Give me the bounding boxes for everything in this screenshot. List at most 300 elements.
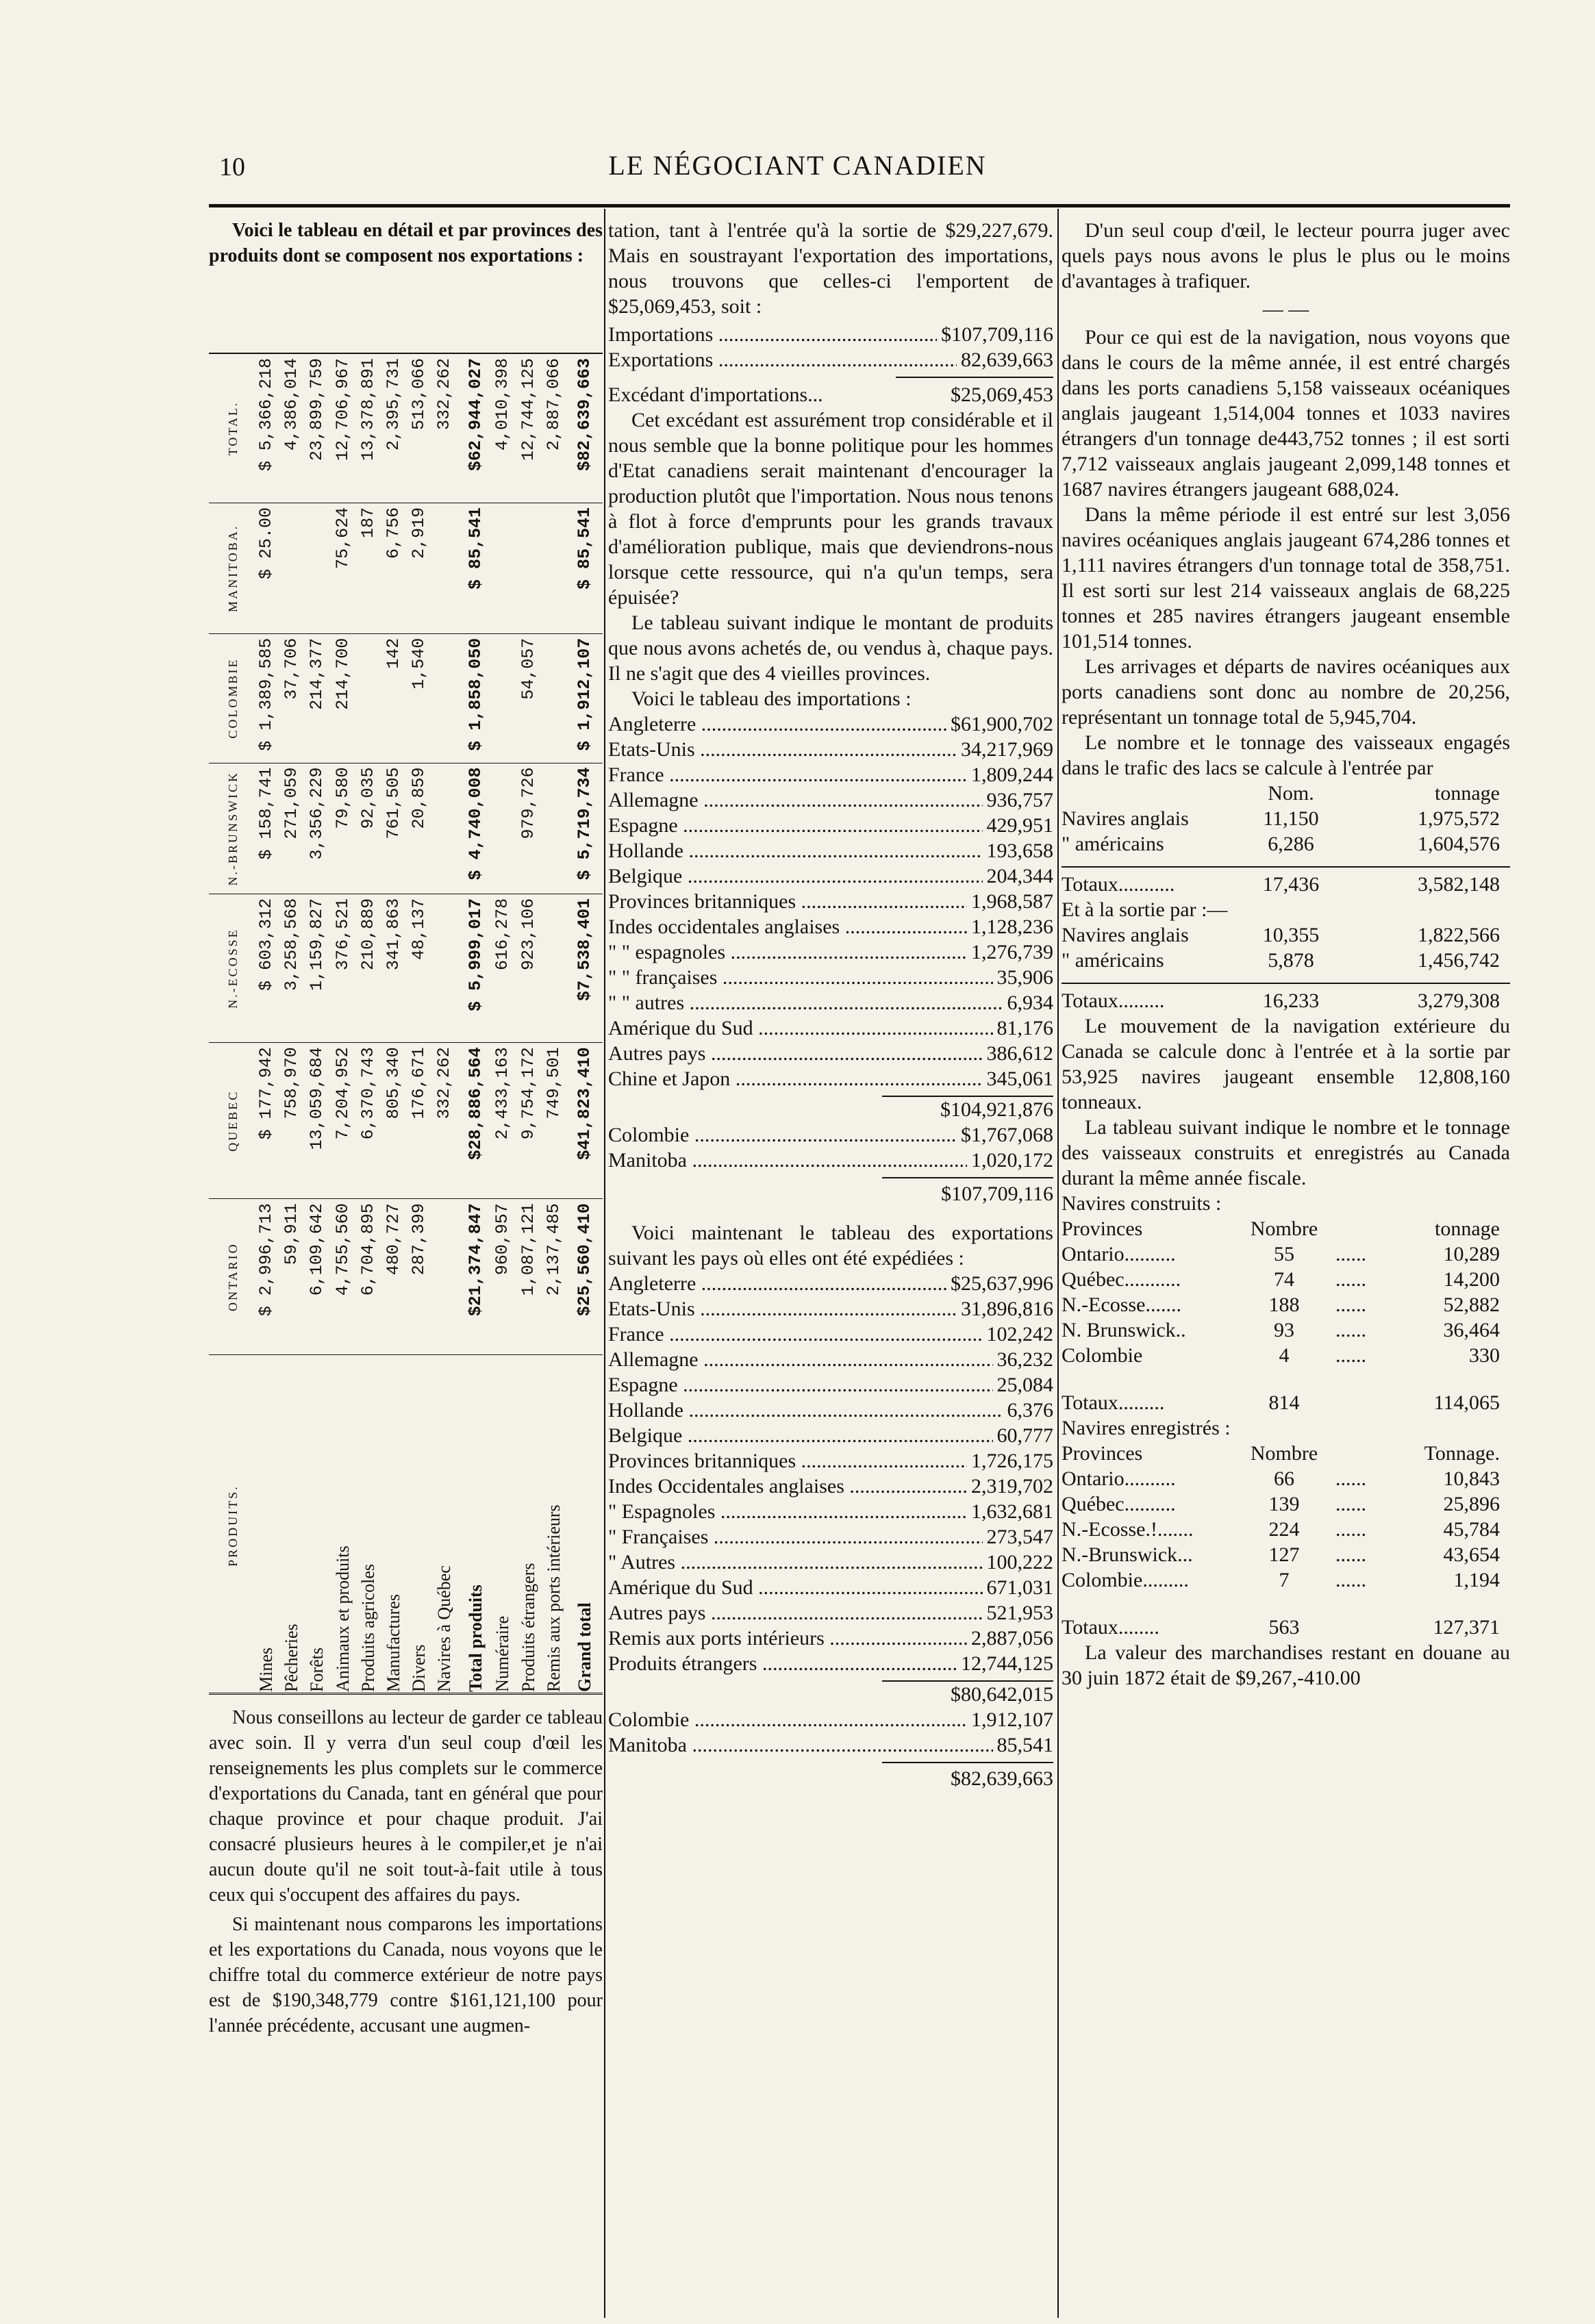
row-value: 1,128,236 <box>971 915 1053 938</box>
row-label: Chine et Japon ..... <box>608 1066 983 1091</box>
grid-cell: 1,194 <box>1453 1569 1500 1591</box>
grid-cell: 188 <box>1268 1293 1300 1316</box>
list-row <box>608 1423 1053 1448</box>
table-row <box>359 354 384 1696</box>
grid-cell: ...... <box>1335 1467 1366 1490</box>
page-number: 10 <box>219 153 245 181</box>
value-cell: $ 1,912,107 <box>570 633 603 763</box>
row-label: " " espagnoles ..... <box>608 939 967 965</box>
row-value: 82,639,663 <box>961 349 1053 371</box>
value-cell: 2,433,163 <box>493 1043 518 1199</box>
list-row <box>608 1271 1053 1296</box>
value-cell: 923,106 <box>519 894 544 1042</box>
grid-cell: ...... <box>1335 1518 1366 1541</box>
value-cell <box>435 894 460 1042</box>
grid-cell: ...... <box>1335 1268 1366 1291</box>
grid-cell: 93 <box>1274 1319 1294 1341</box>
row-label: Produits étrangers <box>518 1563 538 1692</box>
grid-cell: 10,843 <box>1443 1467 1500 1490</box>
row-label: " " françaises ..... <box>608 965 993 990</box>
value-cell <box>544 894 570 1042</box>
paragraph: Les arrivages et départs de navires océaniques aux ports canadiens sont donc au nombre de 20,256, représentant un tonnage total de 5,945,704. <box>1062 655 1510 729</box>
value-cell <box>519 503 544 633</box>
list-row <box>608 1474 1053 1499</box>
value-cell <box>282 503 307 633</box>
grid-header: tonnage <box>1435 1217 1500 1240</box>
grid-cell: Totaux........ <box>1062 1616 1159 1639</box>
row-label: Amérique du Sud ..... <box>608 1575 983 1600</box>
page-title: LE NÉGOCIANT CANADIEN <box>608 150 987 181</box>
grid-cell: 16,233 <box>1262 989 1320 1012</box>
grid-cell: Colombie <box>1062 1344 1143 1367</box>
grid-cell: 127 <box>1268 1543 1300 1566</box>
value-cell <box>435 1199 460 1355</box>
grid-cell: ...... <box>1335 1493 1366 1515</box>
list-row <box>608 1347 1053 1372</box>
row-label: Total produits <box>465 1584 486 1692</box>
row-value: $1,767,068 <box>961 1124 1053 1146</box>
value-cell: 480,727 <box>384 1199 410 1355</box>
row-value: 36,232 <box>996 1348 1053 1371</box>
grid-cell: 14,200 <box>1443 1268 1500 1291</box>
value-cell: 13,378,891 <box>359 354 384 503</box>
value-cell: 1,159,827 <box>307 894 333 1042</box>
grid-cell: 139 <box>1268 1493 1300 1515</box>
value-cell: $82,639,663 <box>570 354 603 503</box>
value-cell: $25,560,410 <box>570 1199 603 1355</box>
row-label: Espagne ..... <box>608 813 983 838</box>
value-cell <box>493 503 518 633</box>
row-label: Divers <box>409 1644 429 1692</box>
value-cell: 176,671 <box>410 1043 435 1199</box>
paragraph: D'un seul coup d'œil, le lecteur pourra juger avec quels pays nous avons le plus le plus ou le moins d'avantages à trafiquer. <box>1062 219 1510 292</box>
grid-cell: ...... <box>1335 1344 1366 1367</box>
grid-cell: 11,150 <box>1263 807 1319 830</box>
table-row <box>570 354 603 1696</box>
table-row <box>493 354 518 1696</box>
value-cell: 59,911 <box>282 1199 307 1355</box>
exports-list <box>608 1271 1053 1676</box>
value-cell: $ 25.00 <box>257 503 282 633</box>
grid-cell: 17,436 <box>1262 873 1320 896</box>
row-value: 25,084 <box>996 1374 1053 1396</box>
sum-rule <box>882 1762 1053 1763</box>
list-row <box>608 863 1053 889</box>
value-cell: 1,540 <box>410 633 435 763</box>
row-label: Colombie ..... <box>608 1707 967 1732</box>
value-cell: $ 1,858,050 <box>461 633 494 763</box>
value-cell: 23,899,759 <box>307 354 333 503</box>
ships-registered-total <box>1062 1611 1510 1640</box>
list-row <box>608 1372 1053 1398</box>
list-row <box>608 1041 1053 1066</box>
row-label: " Autres ..... <box>608 1550 983 1575</box>
value-cell: 79,580 <box>334 763 359 894</box>
list-row <box>608 1600 1053 1626</box>
row-value: 2,319,702 <box>971 1475 1053 1498</box>
value-cell: 20,859 <box>410 763 435 894</box>
value-cell: 376,521 <box>334 894 359 1042</box>
list-row <box>608 1015 1053 1041</box>
column-header: TOTAL. <box>209 354 257 503</box>
value-cell <box>544 763 570 894</box>
paragraph: Le mouvement de la navigation extérieure du Canada se calcule donc à l'entrée et à la sortie par 53,925 navires jaugeant ensemble 12,808,160 tonneaux. <box>1062 1015 1510 1113</box>
value-cell: 287,399 <box>410 1199 435 1355</box>
exports-extra-list <box>608 1707 1053 1758</box>
row-label: Autres pays ..... <box>608 1600 983 1626</box>
value-cell <box>359 633 384 763</box>
row-label: Hollande ..... <box>608 838 983 863</box>
column-header: MANITOBA. <box>209 503 257 633</box>
row-label: " Françaises ..... <box>608 1524 983 1550</box>
row-value: 936,757 <box>986 789 1053 811</box>
grid-cell: 330 <box>1469 1344 1500 1367</box>
row-value: 31,896,816 <box>961 1298 1053 1320</box>
row-label: Provinces britanniques ..... <box>608 889 967 914</box>
grid-cell: 5,878 <box>1268 949 1314 972</box>
value-cell: 761,505 <box>384 763 410 894</box>
row-label: Autres pays ..... <box>608 1041 983 1066</box>
row-value: 6,934 <box>1007 992 1053 1014</box>
value-cell <box>493 763 518 894</box>
list-row <box>608 1626 1053 1651</box>
grid-cell: 563 <box>1268 1616 1300 1639</box>
grid-header: Provinces <box>1062 1442 1143 1465</box>
column-header: N.-ECOSSE <box>209 894 257 1042</box>
row-value: 429,951 <box>986 814 1053 837</box>
row-value: 204,344 <box>986 865 1053 887</box>
row-label: Numéraire <box>492 1615 513 1692</box>
list-row <box>608 1122 1053 1148</box>
value-cell: 979,726 <box>519 763 544 894</box>
row-label: Angleterre ..... <box>608 1271 946 1296</box>
value-cell: 3,258,568 <box>282 894 307 1042</box>
grid-cell: Navires anglais <box>1062 807 1189 830</box>
value-cell: 616,278 <box>493 894 518 1042</box>
grid-cell: Navires anglais <box>1062 924 1189 946</box>
value-cell: 749,501 <box>544 1043 570 1199</box>
grid-header: Tonnage. <box>1424 1442 1500 1465</box>
value-cell: $ 5,366,218 <box>257 354 282 503</box>
grid-cell: Totaux........... <box>1062 873 1175 896</box>
row-label: Allemagne ..... <box>608 1347 993 1372</box>
grid-header: Provinces <box>1062 1217 1143 1240</box>
row-label: Indes Occidentales anglaises ..... <box>608 1474 967 1499</box>
row-label: Importations ..... <box>608 322 937 347</box>
value-cell: $ 85,541 <box>570 503 603 633</box>
value-cell: 4,010,398 <box>493 354 518 503</box>
value-cell <box>307 503 333 633</box>
value-cell: 6,704,895 <box>359 1199 384 1355</box>
grid-cell: 36,464 <box>1443 1319 1500 1341</box>
value-cell: 12,744,125 <box>519 354 544 503</box>
list-row <box>608 813 1053 838</box>
value-cell: 187 <box>359 503 384 633</box>
paragraph: Pour ce qui est de la navigation, nous voyons que dans le cours de la même année, il est entré chargés dans les ports canadiens 5,158 vaisseaux océaniques anglais jaugeant 1,514,004 tonnes et 1033 navires étrangers d'un tonnage de443,752 tonnes ; il est sorti 7,712 vaisseaux anglais jaugeant 2,099,148 tonnes et 1687 navires étrangers jaugeant 688,024. <box>1062 326 1510 501</box>
row-label: France ..... <box>608 762 967 787</box>
column-2 <box>608 218 1053 1791</box>
table-row <box>282 354 307 1696</box>
row-label: Belgique ..... <box>608 863 983 889</box>
grid-cell: N.-Ecosse.!....... <box>1062 1518 1194 1541</box>
row-label: " Espagnoles ..... <box>608 1499 967 1524</box>
row-value: 12,744,125 <box>961 1652 1053 1675</box>
row-value: 386,612 <box>986 1042 1053 1065</box>
ships-registered-table <box>1062 1441 1510 1593</box>
paragraph: Si maintenant nous comparons les importations et les exportations du Canada, nous voyons que le chiffre total du commerce extérieur de notre pays est de $190,348,779 contre $161,121,100 pour l'année précédente, accusant une augmen- <box>209 1914 603 2036</box>
list-row <box>608 1651 1053 1676</box>
grid-cell: 127,371 <box>1433 1616 1500 1639</box>
column-divider <box>604 209 605 2318</box>
row-value: 1,020,172 <box>971 1149 1053 1172</box>
row-label: Etats-Unis ..... <box>608 737 957 762</box>
grid-cell: 6,286 <box>1268 833 1314 855</box>
grid-cell: 114,065 <box>1433 1391 1500 1414</box>
grid-cell <box>1335 1615 1383 1640</box>
grid-cell: Ontario.......... <box>1062 1467 1176 1490</box>
column-header: QUEBEC <box>209 1043 257 1199</box>
grid-cell: 52,882 <box>1443 1293 1500 1316</box>
paragraph: La tableau suivant indique le nombre et le tonnage des vaisseaux construits et enregistrés au Canada durant la même année fiscale. <box>1062 1116 1510 1189</box>
list-row <box>608 914 1053 939</box>
table-row <box>435 354 460 1696</box>
row-label: Etats-Unis ..... <box>608 1296 957 1322</box>
grid-cell: 66 <box>1274 1467 1294 1490</box>
list-row <box>608 787 1053 813</box>
paragraph: Le nombre et le tonnage des vaisseaux engagés dans le trafic des lacs se calcule à l'entrée par <box>1062 731 1510 779</box>
value-cell: 12,706,967 <box>334 354 359 503</box>
grid-cell: 224 <box>1268 1518 1300 1541</box>
value-cell: 960,957 <box>493 1199 518 1355</box>
paragraph: tation, tant à l'entrée qu'à la sortie de $29,227,679. Mais en soustrayant l'exportation des importations, nous trouvons que celles-ci l'emportent de $25,069,453, soit : <box>608 219 1053 318</box>
list-row <box>608 1448 1053 1474</box>
grid-cell: ...... <box>1335 1319 1366 1341</box>
row-value: 35,906 <box>996 966 1053 989</box>
column-header: COLOMBIE <box>209 633 257 763</box>
row-label: Manitoba ..... <box>608 1148 967 1173</box>
grid-cell: Totaux......... <box>1062 989 1165 1012</box>
value-cell: 6,370,743 <box>359 1043 384 1199</box>
row-label: Remis aux ports intérieurs ..... <box>608 1626 967 1651</box>
value-cell: 6,756 <box>384 503 410 633</box>
row-value: 1,912,107 <box>971 1708 1053 1731</box>
list-row <box>608 1550 1053 1575</box>
grid-cell: 10,355 <box>1262 924 1320 946</box>
row-value: 345,061 <box>986 1068 1053 1090</box>
navigation-entry-total <box>1062 866 1510 897</box>
grid-cell: " américains <box>1062 949 1164 972</box>
column-3 <box>1062 218 1510 1691</box>
value-cell: 1,087,121 <box>519 1199 544 1355</box>
value-cell: 75,624 <box>334 503 359 633</box>
row-value: $107,709,116 <box>941 323 1053 346</box>
row-label: Pêcheries <box>281 1624 302 1692</box>
row-value: $61,900,702 <box>951 713 1053 735</box>
grid-cell <box>1335 1390 1383 1415</box>
list-row <box>608 1499 1053 1524</box>
list-row <box>608 1524 1053 1550</box>
grid-cell: 3,279,308 <box>1418 989 1500 1012</box>
value-cell: 3,356,229 <box>307 763 333 894</box>
grid-cell: Québec........... <box>1062 1268 1181 1291</box>
row-value: 102,242 <box>986 1323 1053 1346</box>
column-divider <box>1057 209 1059 2318</box>
imports-subtotal: $104,921,876 <box>940 1098 1053 1121</box>
grid-cell: N.-Ecosse....... <box>1062 1293 1181 1316</box>
header-rule <box>209 204 1510 207</box>
value-cell: 92,035 <box>359 763 384 894</box>
value-cell: $21,374,847 <box>461 1199 494 1355</box>
row-label: France ..... <box>608 1322 983 1347</box>
row-label: Amérique du Sud ..... <box>608 1015 993 1041</box>
list-row <box>608 1707 1053 1732</box>
registered-title: Navires enregistrés : <box>1062 1417 1231 1439</box>
table-row <box>461 354 494 1696</box>
table-row <box>384 354 410 1696</box>
ships-built-table <box>1062 1216 1510 1368</box>
value-cell: $ 5,719,734 <box>570 763 603 894</box>
navigation-headers <box>1062 781 1510 806</box>
grid-cell: ...... <box>1335 1543 1366 1566</box>
row-label: Provinces britanniques ..... <box>608 1448 967 1474</box>
imports-intro: Voici le tableau des importations : <box>631 687 912 710</box>
grid-cell: 814 <box>1268 1391 1300 1414</box>
list-row <box>608 965 1053 990</box>
value-cell: 2,919 <box>410 503 435 633</box>
grid-cell: 43,654 <box>1443 1543 1500 1566</box>
row-value: 193,658 <box>986 839 1053 862</box>
row-value: 60,777 <box>996 1424 1053 1447</box>
grid-cell: 7 <box>1279 1569 1290 1591</box>
row-value: 273,547 <box>986 1526 1053 1548</box>
value-cell: 13,059,684 <box>307 1043 333 1199</box>
value-cell: $ 2,996,713 <box>257 1199 282 1355</box>
row-label: Grand total <box>575 1602 595 1692</box>
row-value: 34,217,969 <box>961 738 1053 761</box>
value-cell: 513,066 <box>410 354 435 503</box>
sum-rule <box>896 377 1053 378</box>
table-row <box>257 354 282 1696</box>
value-cell <box>435 503 460 633</box>
column-header: ONTARIO <box>209 1199 257 1355</box>
row-label: Produits étrangers ..... <box>608 1651 957 1676</box>
value-cell <box>544 633 570 763</box>
value-cell: 214,700 <box>334 633 359 763</box>
exports-total: $82,639,663 <box>951 1767 1053 1790</box>
value-cell: 2,887,066 <box>544 354 570 503</box>
row-label: Animaux et produits <box>332 1545 353 1692</box>
list-row <box>608 737 1053 762</box>
value-cell: 332,262 <box>435 354 460 503</box>
row-label: Indes occidentales anglaises ..... <box>608 914 967 939</box>
paragraph: Nous conseillons au lecteur de garder ce tableau avec soin. Il y verra d'un seul coup d'œil les renseignements les plus complets sur le commerce d'exportations du Canada, tant en général que pour chaque province et pour chaque produit. J'ai consacré plusieurs heures à le compiler,et je n'ai aucun doute qu'il ne soit tout-à-fait utile à tous ceux qui s'occupent des affaires du pays. <box>209 1707 603 1906</box>
value-cell: 271,059 <box>282 763 307 894</box>
grid-cell: ...... <box>1335 1243 1366 1265</box>
list-row <box>608 1398 1053 1423</box>
row-value: 1,632,681 <box>971 1500 1053 1523</box>
row-label: Belgique ..... <box>608 1423 993 1448</box>
built-title: Navires construits : <box>1062 1192 1222 1215</box>
row-label: Manufactures <box>384 1594 404 1692</box>
list-row <box>608 322 1053 347</box>
grid-cell: N.-Brunswick... <box>1062 1543 1193 1566</box>
row-value: 1,968,587 <box>971 890 1053 913</box>
row-value: 1,809,244 <box>971 763 1053 786</box>
table-row <box>334 354 359 1696</box>
value-cell: $ 5,999,017 <box>461 894 494 1042</box>
row-label: Remis aux ports intérieurs <box>543 1504 564 1692</box>
value-cell: $41,823,410 <box>570 1043 603 1199</box>
value-cell: 54,057 <box>519 633 544 763</box>
value-cell <box>435 763 460 894</box>
row-label: Colombie ..... <box>608 1122 957 1148</box>
row-label: Hollande ..... <box>608 1398 1003 1423</box>
list-row <box>608 1732 1053 1758</box>
list-row <box>608 762 1053 787</box>
value-cell: $62,944,027 <box>461 354 494 503</box>
row-label: Produits agricoles <box>357 1563 378 1692</box>
row-value: 521,953 <box>986 1602 1053 1624</box>
value-cell <box>544 503 570 633</box>
navigation-entry-table <box>1062 806 1510 857</box>
row-value: 1,726,175 <box>971 1450 1053 1472</box>
list-row <box>608 1148 1053 1173</box>
row-label: " " autres ..... <box>608 990 1003 1015</box>
row-label: Mines <box>256 1647 276 1692</box>
row-label: Navires à Québec <box>434 1565 455 1692</box>
row-label: Allemagne ..... <box>608 787 983 813</box>
grid-cell: ...... <box>1335 1569 1366 1591</box>
value-cell: 4,755,560 <box>334 1199 359 1355</box>
value-cell: 7,204,952 <box>334 1043 359 1199</box>
grid-cell: ...... <box>1335 1293 1366 1316</box>
value-cell: 48,137 <box>410 894 435 1042</box>
navigation-exit-total <box>1062 983 1510 1013</box>
grid-cell: 10,289 <box>1443 1243 1500 1265</box>
grid-header: Nombre <box>1250 1442 1318 1465</box>
row-value: 85,541 <box>996 1734 1053 1756</box>
list-row <box>608 1066 1053 1091</box>
grid-header <box>1335 1441 1383 1466</box>
grid-cell: 1,822,566 <box>1418 924 1500 946</box>
grid-cell: 74 <box>1274 1268 1294 1291</box>
grid-cell: 25,896 <box>1443 1493 1500 1515</box>
table-row <box>519 354 544 1696</box>
row-value: 2,887,056 <box>971 1627 1053 1650</box>
trade-summary <box>608 322 1053 372</box>
paragraph: Le tableau suivant indique le montant de produits que nous avons achetés de, ou vendus à, chaque pays. Il ne s'agit que des 4 vieilles provinces. <box>608 611 1053 685</box>
list-row <box>608 889 1053 914</box>
value-cell: $ 177,942 <box>257 1043 282 1199</box>
excedent-row: Excédant d'importations... $25,069,453 <box>608 383 1053 406</box>
grid-cell: 45,784 <box>1443 1518 1500 1541</box>
grid-cell: N. Brunswick.. <box>1062 1319 1186 1341</box>
value-cell: 758,970 <box>282 1043 307 1199</box>
value-cell: $7,538,401 <box>570 894 603 1042</box>
list-row <box>608 838 1053 863</box>
value-cell: 9,754,172 <box>519 1043 544 1199</box>
value-cell: 332,262 <box>435 1043 460 1199</box>
column-1-bottom <box>209 1705 603 2038</box>
grid-cell: 1,975,572 <box>1418 807 1500 830</box>
value-cell: 4,386,014 <box>282 354 307 503</box>
grid-cell: Colombie......... <box>1062 1569 1189 1591</box>
row-label: Espagne ..... <box>608 1372 993 1398</box>
column-header: PRODUITS. <box>226 1485 240 1567</box>
separator: — — <box>1262 298 1309 320</box>
value-cell: $ 85,541 <box>461 503 494 633</box>
grid-header <box>1335 1216 1383 1241</box>
